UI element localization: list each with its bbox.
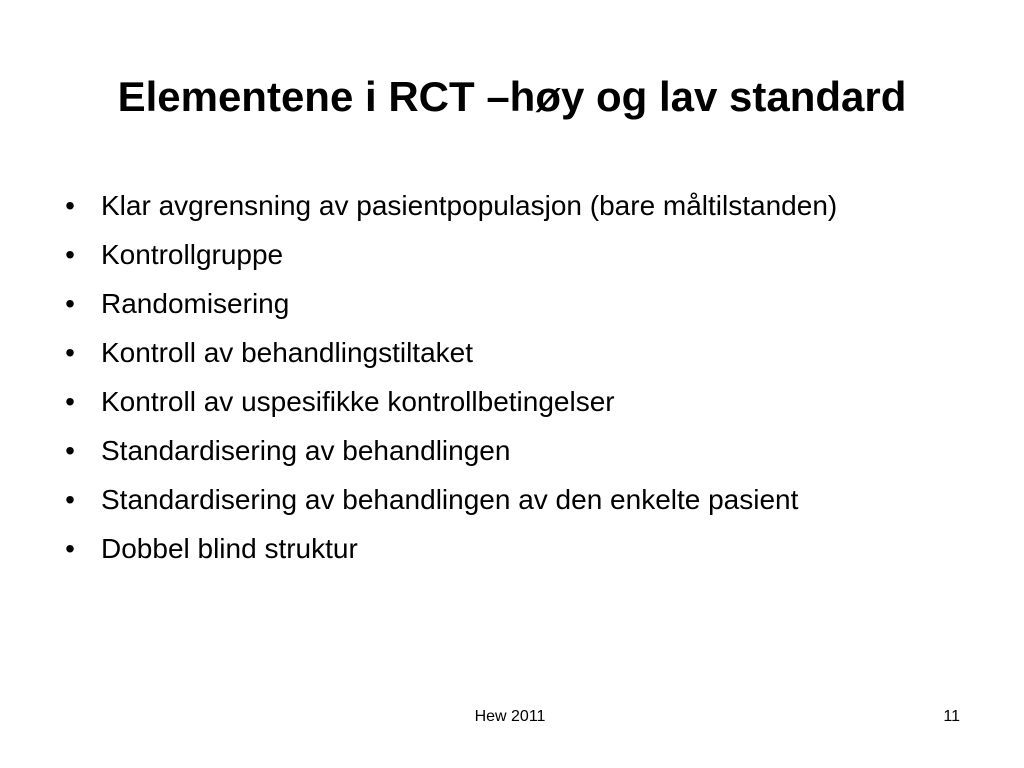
bullet-item — [60, 285, 980, 323]
bullet-text: Dobbel blind struktur — [101, 533, 358, 564]
bullet-marker: • — [65, 484, 75, 515]
bullet-text: Kontrollgruppe — [101, 239, 284, 270]
bullet-text: Randomisering — [101, 288, 290, 319]
bullet-item — [60, 236, 980, 274]
bullet-item — [60, 481, 980, 519]
bullet-item — [60, 432, 980, 470]
bullet-text: Kontroll av uspesifikke kontrollbetingelser — [101, 386, 615, 417]
bullet-item — [60, 530, 980, 568]
bullet-marker: • — [65, 533, 75, 564]
bullet-marker: • — [65, 239, 75, 270]
bullet-item — [60, 334, 980, 372]
page-number: 11 — [943, 708, 960, 725]
bullet-text: Klar avgrensning av pasientpopulasjon (bare måltilstanden) — [101, 190, 838, 221]
bullet-text: Kontroll av behandlingstiltaket — [101, 337, 474, 368]
bullet-marker: • — [65, 386, 75, 417]
bullet-marker: • — [65, 435, 75, 466]
footer-text: Hew 2011 — [474, 708, 546, 725]
bullet-item — [60, 187, 980, 225]
bullet-text: Standardisering av behandlingen — [101, 435, 511, 466]
slide-title: Elementene i RCT –høy og lav standard — [117, 73, 907, 120]
bullet-text: Standardisering av behandlingen av den enkelte pasient — [101, 484, 799, 515]
bullet-marker: • — [65, 288, 75, 319]
bullet-marker: • — [65, 190, 75, 221]
bullet-item — [60, 383, 980, 421]
bullet-marker: • — [65, 337, 75, 368]
bullet-list — [60, 187, 980, 579]
